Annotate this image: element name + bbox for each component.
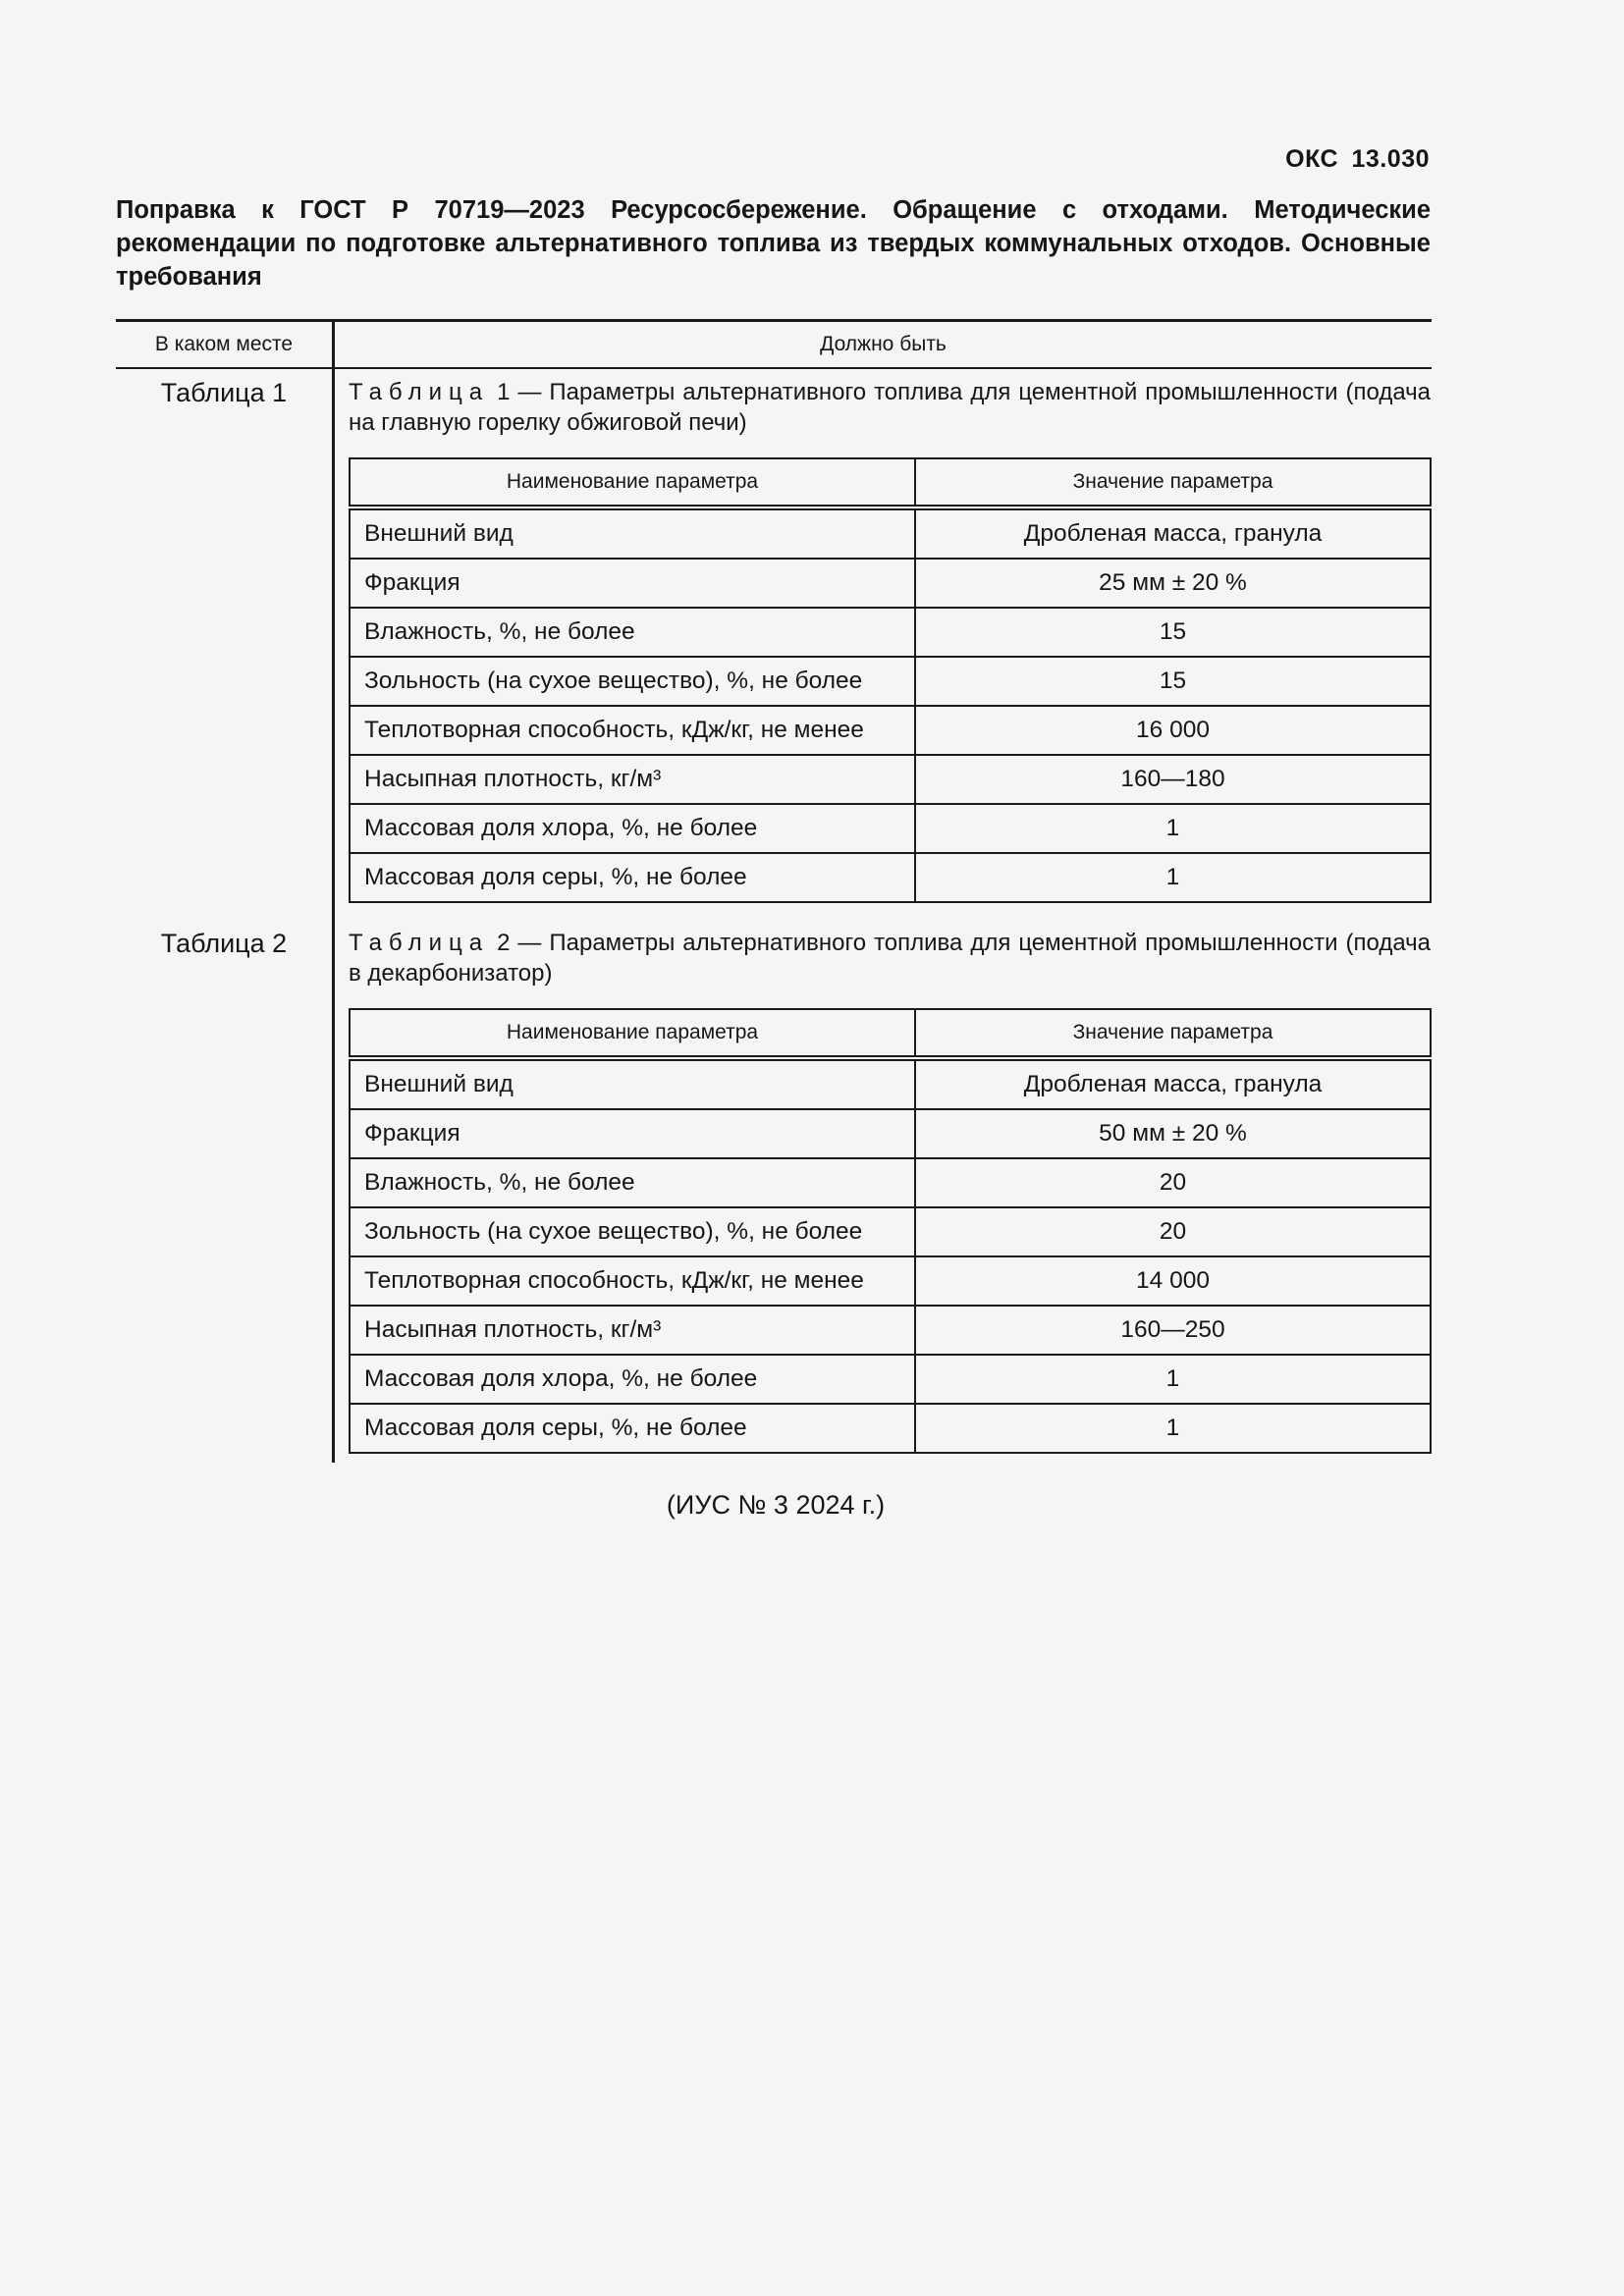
table-row [350, 804, 1431, 853]
parameter-value: Дробленая масса, гранула [915, 1058, 1431, 1109]
header-parameter-value: Значение параметра [915, 1009, 1431, 1058]
column-header-should-be: Должно быть [820, 333, 947, 355]
table-row [350, 559, 1431, 608]
parameter-value: Дробленая масса, гранула [915, 507, 1431, 559]
caption-text: 1 — Параметры альтернативного топлива для цементной промышленности (подача на главную горелку обжиговой печи) [349, 379, 1431, 436]
parameter-name: Фракция [350, 1109, 915, 1158]
column-header-place: В каком месте [154, 333, 294, 355]
parameter-value: 16 000 [915, 706, 1431, 755]
parameter-value: 25 мм ± 20 % [915, 559, 1431, 608]
parameter-value: 20 [915, 1158, 1431, 1207]
caption-label: Таблица [349, 930, 490, 956]
parameter-name: Массовая доля серы, %, не более [350, 853, 915, 902]
oks-code: ОКС 13.030 [1285, 145, 1430, 173]
parameter-value: 15 [915, 608, 1431, 657]
table-row [350, 608, 1431, 657]
parameter-name: Фракция [350, 559, 915, 608]
parameter-value: 1 [915, 853, 1431, 902]
parameter-name: Внешний вид [350, 507, 915, 559]
table-row [350, 853, 1431, 902]
parameter-name: Насыпная плотность, кг/м³ [350, 755, 915, 804]
table-row [350, 1109, 1431, 1158]
parameter-name: Теплотворная способность, кДж/кг, не менее [350, 706, 915, 755]
ius-footer: (ИУС № 3 2024 г.) [666, 1490, 886, 1520]
table-row [350, 1256, 1431, 1306]
parameter-name: Насыпная плотность, кг/м³ [350, 1306, 915, 1355]
parameters-table-1 [349, 457, 1432, 903]
header-parameter-value: Значение параметра [915, 458, 1431, 507]
outer-column-divider [332, 320, 335, 1463]
table-row [350, 1058, 1431, 1109]
parameter-name: Массовая доля хлора, %, не более [350, 1355, 915, 1404]
header-parameter-name: Наименование параметра [350, 1009, 915, 1058]
document-title: Поправка к ГОСТ Р 70719—2023 Ресурсосбережение. Обращение с отходами. Методические рекомендации по подготовке альтернативного топлива из твердых коммунальных отходов. Основные требования [116, 196, 1431, 291]
parameter-value: 1 [915, 1355, 1431, 1404]
place-table-2: Таблица 2 [160, 929, 288, 958]
table-row [350, 755, 1431, 804]
caption-table-2 [349, 928, 1431, 988]
table-row [350, 706, 1431, 755]
parameter-name: Влажность, %, не более [350, 1158, 915, 1207]
parameter-name: Массовая доля серы, %, не более [350, 1404, 915, 1453]
parameter-value: 14 000 [915, 1256, 1431, 1306]
table-row [350, 1306, 1431, 1355]
header-parameter-name: Наименование параметра [350, 458, 915, 507]
parameter-name: Массовая доля хлора, %, не более [350, 804, 915, 853]
table-row [350, 1355, 1431, 1404]
place-table-1: Таблица 1 [160, 378, 288, 407]
parameter-name: Зольность (на сухое вещество), %, не более [350, 1207, 915, 1256]
parameter-value: 50 мм ± 20 % [915, 1109, 1431, 1158]
parameter-name: Влажность, %, не более [350, 608, 915, 657]
caption-table-1 [349, 377, 1431, 438]
caption-label: Таблица [349, 379, 490, 405]
table-row [350, 1158, 1431, 1207]
table-row [350, 657, 1431, 706]
table-row [350, 1207, 1431, 1256]
parameter-value: 15 [915, 657, 1431, 706]
parameter-value: 160—250 [915, 1306, 1431, 1355]
table-row [350, 1404, 1431, 1453]
parameter-value: 20 [915, 1207, 1431, 1256]
parameter-value: 1 [915, 804, 1431, 853]
parameter-value: 160—180 [915, 755, 1431, 804]
parameter-name: Зольность (на сухое вещество), %, не более [350, 657, 915, 706]
parameters-table-2 [349, 1008, 1432, 1454]
table-header-row [350, 1009, 1431, 1058]
parameter-name: Теплотворная способность, кДж/кг, не менее [350, 1256, 915, 1306]
table-header-row [350, 458, 1431, 507]
parameter-name: Внешний вид [350, 1058, 915, 1109]
table-row [350, 507, 1431, 559]
caption-text: 2 — Параметры альтернативного топлива для цементной промышленности (подача в декарбонизатор) [349, 930, 1431, 987]
parameter-value: 1 [915, 1404, 1431, 1453]
